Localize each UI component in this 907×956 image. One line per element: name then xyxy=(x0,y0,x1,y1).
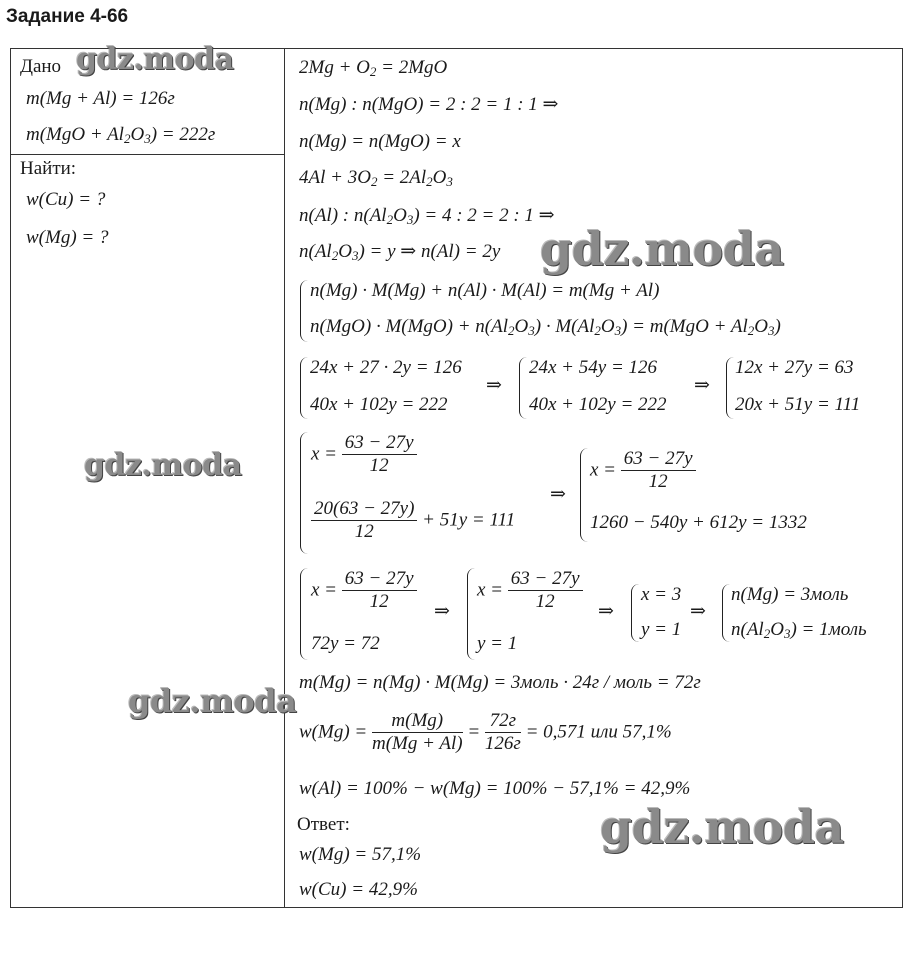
system5-line2: $\frac{20(63 - 27y)}{12}$ + 51y = 111 xyxy=(311,498,515,543)
system3-line2: 40x + 102y = 222 xyxy=(529,394,667,415)
n-al-2y: $n(Al_2O_3) = y$ ⇒ n(Al) = 2y xyxy=(299,241,501,263)
system10-line2: $n(Al_2O_3)$ = 1моль xyxy=(731,619,867,641)
system6-line2: 1260 − 540y + 612y = 1332 xyxy=(590,512,807,533)
row-divider xyxy=(10,154,285,155)
system2-line2: 40x + 102y = 222 xyxy=(310,394,448,415)
system3-line1: 24x + 54y = 126 xyxy=(529,357,658,378)
implies-arrow: ⇒ xyxy=(486,375,502,396)
system2-line1: 24x + 27 · 2y = 126 xyxy=(310,357,462,378)
implies-arrow: ⇒ xyxy=(598,601,614,622)
watermark-logo: gdz.moda xyxy=(600,800,844,854)
system-brace xyxy=(300,568,309,660)
system-brace xyxy=(300,432,309,554)
reaction-mg: $2Mg + O_2 = 2MgO$ xyxy=(299,57,448,79)
system6-line1: x = $\frac{63 - 27y}{12}$ xyxy=(590,448,696,493)
system-brace xyxy=(300,280,309,342)
task-title: Задание 4-66 xyxy=(6,6,129,27)
column-divider xyxy=(284,48,285,908)
system-brace xyxy=(631,584,640,642)
system7-line1: x = $\frac{63 - 27y}{12}$ xyxy=(311,568,417,613)
system8-line1: x = $\frac{63 - 27y}{12}$ xyxy=(477,568,583,613)
system1-line1: n(Mg) · M(Mg) + n(Al) · M(Al) = m(Mg + Al) xyxy=(310,280,660,301)
system-brace xyxy=(519,357,528,419)
system9-line2: y = 1 xyxy=(641,619,682,640)
system-brace xyxy=(722,584,731,642)
answer-w-mg: w(Mg) = 57,1% xyxy=(299,844,422,865)
system7-line2: 72y = 72 xyxy=(311,633,380,654)
system9-line1: x = 3 xyxy=(641,584,682,605)
system-brace xyxy=(726,357,735,419)
mass-mg: m(Mg) = n(Mg) · M(Mg) = 3моль · 24г / моль = 72г xyxy=(299,672,701,693)
watermark-logo: gdz.moda xyxy=(84,448,242,483)
answer-label: Ответ: xyxy=(297,814,350,835)
find-w-cu: w(Cu) = ? xyxy=(26,189,106,210)
ratio-mg: n(Mg) : n(MgO) = 2 : 2 = 1 : 1 ⇒ xyxy=(299,94,559,115)
system5-line1: x = $\frac{63 - 27y}{12}$ xyxy=(311,432,417,477)
system-brace xyxy=(580,448,589,542)
ratio-al: n(Al) : $n(Al_2O_3) = 4$ : 2 = 2 : 1 ⇒ xyxy=(299,205,555,227)
watermark-logo: gdz.moda xyxy=(76,42,234,77)
given-mass-mg-al: m(Mg + Al) = 126г xyxy=(26,88,175,109)
implies-arrow: ⇒ xyxy=(690,601,706,622)
system-brace xyxy=(467,568,476,660)
system4-line2: 20x + 51y = 111 xyxy=(735,394,861,415)
answer-w-cu: w(Cu) = 42,9% xyxy=(299,879,418,900)
implies-arrow: ⇒ xyxy=(434,601,450,622)
system-brace xyxy=(300,357,309,419)
find-w-mg: w(Mg) = ? xyxy=(26,227,109,248)
find-label: Найти: xyxy=(20,158,77,179)
implies-arrow: ⇒ xyxy=(694,375,710,396)
implies-arrow: ⇒ xyxy=(550,484,566,505)
w-al-calc: w(Al) = 100% − w(Mg) = 100% − 57,1% = 42,9% xyxy=(299,778,691,799)
watermark-logo: gdz.moda xyxy=(540,222,784,276)
watermark-logo: gdz.moda xyxy=(128,682,297,720)
system8-line2: y = 1 xyxy=(477,633,518,654)
n-mg-x: n(Mg) = n(MgO) = x xyxy=(299,131,461,152)
w-mg-calc: w(Mg) = $\frac{m(Mg)}{m(Mg + Al)}$ = $\frac{72г}{126г}$ = 0,571 или 57,1% xyxy=(299,710,672,754)
system10-line1: n(Mg) = 3моль xyxy=(731,584,849,605)
reaction-al: $4Al + 3O_2 = 2Al_2O_3$ xyxy=(299,167,453,189)
given-mass-oxides: $m(MgO + Al_2O_3) = 222г$ xyxy=(26,124,216,146)
system4-line1: 12x + 27y = 63 xyxy=(735,357,854,378)
system1-line2: $n(MgO) \cdot M(MgO) + n(Al_2O_3) \cdot M(Al_2O_3) = m(MgO + Al_2O_3)$ xyxy=(310,316,781,338)
given-label: Дано xyxy=(20,56,62,77)
